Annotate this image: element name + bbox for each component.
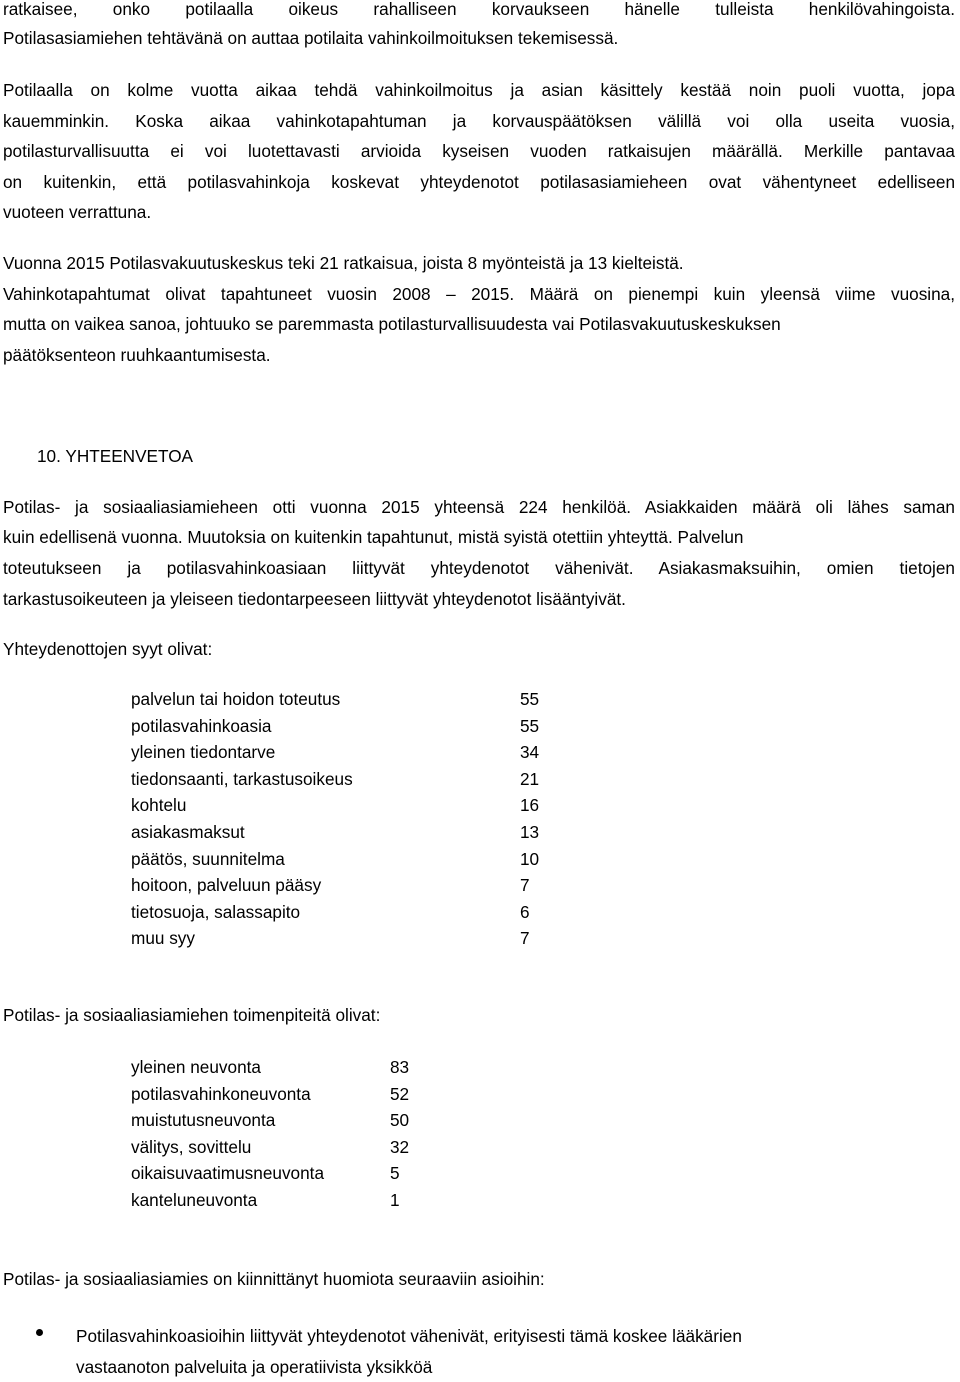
row-value: 1 <box>390 1187 400 1214</box>
row-value: 34 <box>520 739 539 766</box>
row-value: 16 <box>520 792 539 819</box>
row-value: 10 <box>520 846 539 873</box>
bullet-line: Potilasvahinkoasioihin liittyvät yhteydenotot vähenivät, erityisesti tämä koskee lääkärien <box>76 1321 742 1352</box>
row-label: yleinen tiedontarve <box>131 739 275 766</box>
paragraph-line: Potilasasiamiehen tehtävänä on auttaa potilaita vahinkoilmoituksen tekemisessä. <box>3 27 618 49</box>
paragraph-line: kuin edellisenä vuonna. Muutoksia on kuitenkin tapahtunut, mistä syistä otettiin yhteyttä. Palvelun <box>3 526 743 548</box>
paragraph-line: Potilaalla on kolme vuotta aikaa tehdä vahinkoilmoitus ja asian käsittely kestää noin puoli vuotta, jopa <box>3 79 955 101</box>
row-value: 21 <box>520 766 539 793</box>
paragraph-line: mutta on vaikea sanoa, johtuuko se paremmasta potilasturvallisuudesta vai Potilasvakuutuskeskuksen <box>3 313 781 335</box>
paragraph-line: toteutukseen ja potilasvahinkoasiaan liittyvät yhteydenotot vähenivät. Asiakasmaksuihin, omien tietojen <box>3 557 955 579</box>
paragraph-line: ratkaisee, onko potilaalla oikeus rahalliseen korvaukseen hänelle tulleista henkilövahingoista. <box>3 0 955 20</box>
row-label: tiedonsaanti, tarkastusoikeus <box>131 766 353 793</box>
row-label: oikaisuvaatimusneuvonta <box>131 1160 324 1187</box>
row-value: 6 <box>520 899 530 926</box>
row-label: muistutusneuvonta <box>131 1107 275 1134</box>
row-label: palvelun tai hoidon toteutus <box>131 686 340 713</box>
row-value: 7 <box>520 925 530 952</box>
bullet-line: vastaanoton palveluita ja operatiivista yksikköä <box>76 1352 742 1382</box>
paragraph-line: Potilas- ja sosiaaliasiamieheen otti vuonna 2015 yhteensä 224 henkilöä. Asiakkaiden määrä oli lähes saman <box>3 496 955 518</box>
subheading-reasons: Yhteydenottojen syyt olivat: <box>3 638 212 660</box>
paragraph-line: Vahinkotapahtumat olivat tapahtuneet vuosin 2008 – 2015. Määrä on pienempi kuin yleensä viime vuosina, <box>3 283 955 305</box>
row-value: 52 <box>390 1081 409 1108</box>
section-heading: 10. YHTEENVETOA <box>37 445 193 467</box>
row-value: 13 <box>520 819 539 846</box>
paragraph-line: vuoteen verrattuna. <box>3 201 151 223</box>
row-value: 55 <box>520 686 539 713</box>
paragraph-line: potilasturvallisuutta ei voi luotettavasti arvioida kyseisen vuoden ratkaisujen määrällä. Merkille pantavaa <box>3 140 955 162</box>
subheading-observations: Potilas- ja sosiaaliasiamies on kiinnittänyt huomiota seuraaviin asioihin: <box>3 1268 545 1290</box>
row-label: tietosuoja, salassapito <box>131 899 300 926</box>
row-value: 5 <box>390 1160 400 1187</box>
paragraph-line: tarkastusoikeuteen ja yleiseen tiedontarpeeseen liittyvät yhteydenotot lisääntyivät. <box>3 588 626 610</box>
paragraph-line: kauemminkin. Koska aikaa vahinkotapahtuman ja korvauspäätöksen välillä voi olla useita vuosia, <box>3 110 955 132</box>
paragraph-line: Vuonna 2015 Potilasvakuutuskeskus teki 21 ratkaisua, joista 8 myönteistä ja 13 kielteistä. <box>3 252 684 274</box>
row-label: asiakasmaksut <box>131 819 245 846</box>
row-value: 32 <box>390 1134 409 1161</box>
paragraph-line: on kuitenkin, että potilasvahinkoja koskevat yhteydenotot potilasasiamieheen ovat vähentyneet edelliseen <box>3 171 955 193</box>
bullet-text <box>76 1321 742 1382</box>
row-label: yleinen neuvonta <box>131 1054 261 1081</box>
row-label: hoitoon, palveluun pääsy <box>131 872 321 899</box>
row-label: kanteluneuvonta <box>131 1187 257 1214</box>
row-value: 7 <box>520 872 530 899</box>
row-label: kohtelu <box>131 792 186 819</box>
row-label: muu syy <box>131 925 195 952</box>
row-value: 55 <box>520 713 539 740</box>
row-label: potilasvahinkoneuvonta <box>131 1081 311 1108</box>
bullet-icon <box>36 1329 43 1336</box>
row-label: päätös, suunnitelma <box>131 846 285 873</box>
row-label: välitys, sovittelu <box>131 1134 251 1161</box>
row-value: 83 <box>390 1054 409 1081</box>
paragraph-line: päätöksenteon ruuhkaantumisesta. <box>3 344 271 366</box>
row-value: 50 <box>390 1107 409 1134</box>
subheading-actions: Potilas- ja sosiaaliasiamiehen toimenpiteitä olivat: <box>3 1004 380 1026</box>
row-label: potilasvahinkoasia <box>131 713 271 740</box>
